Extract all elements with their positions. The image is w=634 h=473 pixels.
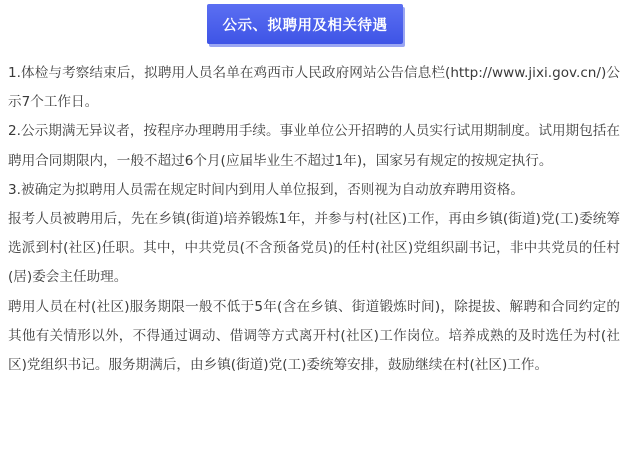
paragraph-employment-procedure: 2.公示期满无异议者，按程序办理聘用手续。事业单位公开招聘的人员实行试用期制度。试用期包括在聘用合同期限内，一般不超过6个月(应届毕业生不超过1年)，国家另有规定的按规定执行。: [8, 123, 620, 169]
section-title-badge: [207, 4, 403, 44]
paragraph-publicity: 1.体检与考察结束后，拟聘用人员名单在鸡西市人民政府网站公告信息栏(http://www.jixi.gov.cn/)公示7个工作日。: [8, 65, 620, 111]
section-title: 公示、拟聘用及相关待遇: [222, 17, 388, 34]
paragraph-training-assignment: 报考人员被聘用后，先在乡镇(街道)培养锻炼1年，并参与村(社区)工作，再由乡镇(街道)党(工)委统筹选派到村(社区)任职。其中，中共党员(不含预备党员)的任村(社区)党组织副书记，非中共党员的任村(居)委会主任助理。: [8, 211, 620, 286]
paragraph-report-deadline: 3.被确定为拟聘用人员需在规定时间内到用人单位报到，否则视为自动放弃聘用资格。: [8, 181, 524, 198]
section-header: [0, 0, 634, 50]
paragraph-service-term: 聘用人员在村(社区)服务期限一般不低于5年(含在乡镇、街道锻炼时间)，除提拔、解聘和合同约定的其他有关情形以外，不得通过调动、借调等方式离开村(社区)工作岗位。培养成熟的及时选任为村(社区)党组织书记。服务期满后，由乡镇(街道)党(工)委统筹安排，鼓励继续在村(社区)工作。: [8, 298, 620, 374]
article-body: [8, 59, 620, 380]
